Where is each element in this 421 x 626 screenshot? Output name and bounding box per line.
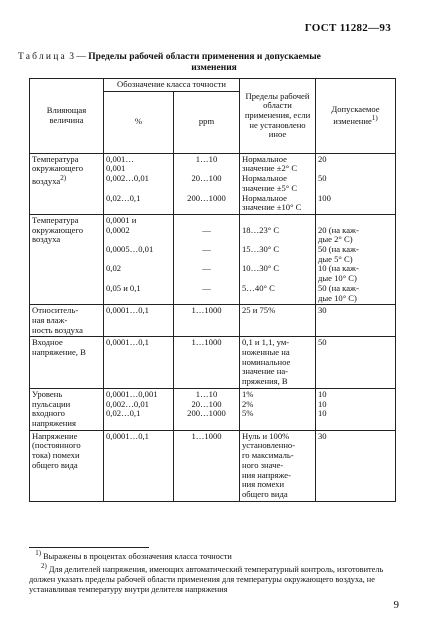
cell-line: 15…30° С — [242, 244, 280, 255]
cell-line: 0,0002 — [106, 224, 130, 235]
cell-limits — [240, 153, 316, 214]
cell-line: 20 — [318, 153, 327, 164]
cell-line: 1…10 — [195, 153, 218, 164]
cell-influence — [30, 214, 104, 304]
cell-line: пульсации — [32, 398, 71, 409]
cell-line — [318, 164, 393, 174]
document-code: ГОСТ 11282—93 — [304, 22, 391, 34]
cell-line: дые 10° С) — [318, 273, 357, 284]
cell-line: 0,001 — [106, 163, 126, 174]
cell-line: 50 — [318, 337, 327, 348]
cell-line: Нуль и 100% — [242, 430, 290, 441]
cell-line: 10 (на каж- — [318, 263, 359, 274]
cell-ppm — [174, 214, 240, 304]
cell-line: 1% — [242, 388, 254, 399]
cell-line: 18…23° С — [242, 224, 280, 235]
table-row — [30, 153, 396, 214]
cell-line: воздуха — [32, 234, 61, 245]
cell-line: 0,002…0,01 — [106, 173, 149, 184]
cell-line: 50 (на каж- — [318, 282, 359, 293]
table-caption — [18, 52, 410, 74]
cell-percent — [104, 305, 174, 337]
cell-influence — [30, 305, 104, 337]
cell-line: 0,0001 и — [106, 214, 137, 225]
cell-line: ния напряже- — [242, 469, 291, 480]
cell-line: 30 — [318, 430, 327, 441]
cell-line: 30 — [318, 305, 327, 316]
cell-line: ноженные на — [242, 347, 290, 358]
cell-line: дые 2° С) — [318, 234, 353, 245]
cell-line: 0,0001…0,001 — [106, 388, 158, 399]
cell-line: Температура — [32, 153, 79, 164]
header-limits: Пределы рабочей области применения, если не установлено иное — [240, 79, 316, 154]
cell-line: 50 — [318, 173, 327, 184]
cell-line: 0,02…0,1 — [106, 408, 141, 419]
table-row — [30, 337, 396, 389]
cell-change — [316, 430, 396, 501]
header-percent: % — [104, 91, 174, 153]
table-row — [30, 214, 396, 304]
cell-line: общего вида — [32, 459, 78, 470]
cell-line: — — [202, 224, 211, 235]
cell-percent — [104, 430, 174, 501]
cell-line: Уровень — [32, 388, 63, 399]
cell-line: номинальное — [242, 356, 291, 367]
cell-line: значение ±5° С — [242, 182, 298, 193]
header-ppm: ppm — [174, 91, 240, 153]
cell-limits — [240, 214, 316, 304]
cell-limits — [240, 430, 316, 501]
cell-line: установленно- — [242, 440, 296, 451]
cell-line: (постоянного — [32, 440, 81, 451]
cell-line: 10…30° С — [242, 263, 280, 274]
cell-line: 20…100 — [191, 173, 222, 184]
cell-line: окружающего — [32, 224, 84, 235]
cell-line: 0,02…0,1 — [106, 192, 141, 203]
cell-influence — [30, 337, 104, 389]
cell-influence — [30, 430, 104, 501]
cell-ppm — [174, 153, 240, 214]
cell-line: напряжение, В — [32, 347, 86, 358]
cell-influence — [30, 153, 104, 214]
cell-line: Входное — [32, 337, 63, 348]
cell-line: 2% — [242, 398, 254, 409]
cell-line: 10 — [318, 388, 327, 399]
cell-ppm — [174, 305, 240, 337]
table-row — [30, 388, 396, 430]
cell-change — [316, 388, 396, 430]
cell-line: 200…1000 — [187, 192, 226, 203]
cell-line: пряжения, В — [242, 376, 288, 387]
cell-line: 100 — [318, 192, 331, 203]
cell-line: 1…1000 — [191, 337, 222, 348]
table-row — [30, 305, 396, 337]
cell-percent — [104, 214, 174, 304]
cell-limits — [240, 305, 316, 337]
header-class: Обозначение класса точности — [104, 79, 240, 92]
cell-line: 0,002…0,01 — [106, 398, 149, 409]
cell-line: ность воздуха — [32, 324, 83, 335]
cell-line: 0,0001…0,1 — [106, 305, 149, 316]
cell-line: ния помехи — [242, 479, 285, 490]
cell-line: 25 и 75% — [242, 305, 276, 316]
cell-line: 5…40° С — [242, 282, 275, 293]
cell-ppm — [174, 430, 240, 501]
footnote-2: $^{2)}$ Для делителей напряжения, имеющих автоматический температурный контроль, изготовитель должен указать пределы рабочей области применения для температуры окружающего воздуха, не устанавливая температуру внутри делителя напряжения — [29, 562, 384, 594]
cell-line: окружающего — [32, 163, 84, 174]
cell-line: Нормальное — [242, 173, 287, 184]
cell-line: 0,02 — [106, 263, 122, 274]
cell-change — [316, 305, 396, 337]
cell-line: 1…1000 — [191, 305, 222, 316]
cell-influence — [30, 388, 104, 430]
cell-line: дые 10° С) — [318, 292, 357, 303]
footnotes — [29, 547, 395, 595]
cell-line: Нормальное — [242, 153, 287, 164]
table-row — [30, 430, 396, 501]
caption-title: Пределы рабочей области применения и допускаемые — [88, 52, 321, 62]
cell-percent — [104, 153, 174, 214]
cell-line: 0,0001…0,1 — [106, 337, 149, 348]
header-change: Допускаемое изменение$^{1)}$ — [316, 79, 396, 154]
cell-line: 1…1000 — [191, 430, 222, 441]
cell-ppm — [174, 388, 240, 430]
header-influence: Влияющая величина — [30, 79, 104, 154]
cell-line: значение ±2° С — [242, 163, 298, 174]
cell-percent — [104, 337, 174, 389]
cell-line: го максималь- — [242, 450, 294, 461]
caption-title-cont: изменения — [191, 63, 237, 73]
cell-limits — [240, 388, 316, 430]
cell-line: 5% — [242, 408, 254, 419]
caption-label: Таблица — [18, 52, 67, 62]
cell-line: общего вида — [242, 488, 288, 499]
cell-ppm — [174, 337, 240, 389]
cell-line: ного значе- — [242, 459, 284, 470]
cell-line: 10 — [318, 408, 327, 419]
cell-line: 0,05 и 0,1 — [106, 282, 141, 293]
cell-percent — [104, 388, 174, 430]
cell-line: входного — [32, 408, 65, 419]
cell-line: значение на- — [242, 366, 289, 377]
cell-change — [316, 337, 396, 389]
cell-line: ная влаж- — [32, 314, 68, 325]
cell-line: 0,1 и 1,1, ум- — [242, 337, 290, 348]
cell-line: тока) помехи — [32, 450, 80, 461]
cell-change — [316, 153, 396, 214]
cell-line: 20 (на каж- — [318, 224, 359, 235]
caption-dash: — — [76, 52, 86, 62]
footnote-rule — [29, 547, 149, 548]
cell-line: — — [202, 244, 211, 255]
cell-line: — — [202, 282, 211, 293]
cell-line: 10 — [318, 398, 327, 409]
cell-line: 0,0001…0,1 — [106, 430, 149, 441]
caption-number: 3 — [69, 52, 75, 62]
footnote-ref: 2) — [60, 174, 67, 183]
cell-line: значение ±10° С — [242, 202, 302, 213]
cell-line: 1…10 — [195, 388, 218, 399]
cell-limits — [240, 337, 316, 389]
footnote-1: $^{1)}$ Выражены в процентах обозначения класса точности — [35, 550, 232, 561]
cell-line: 50 (на каж- — [318, 244, 359, 255]
cell-line: 0,0005…0,01 — [106, 244, 154, 255]
cell-line: 200…1000 — [187, 408, 226, 419]
cell-line: 0,001… — [106, 153, 134, 164]
cell-line: Напряжение — [32, 430, 78, 441]
cell-line: Температура — [32, 214, 79, 225]
cell-line: Относитель- — [32, 305, 79, 316]
cell-line: 20…100 — [191, 398, 222, 409]
cell-line: — — [202, 263, 211, 274]
cell-line: дые 5° С) — [318, 253, 353, 264]
limits-table — [29, 78, 396, 502]
cell-line: напряжения — [32, 417, 76, 428]
cell-change — [316, 214, 396, 304]
page-number: 9 — [393, 599, 399, 611]
cell-line: Нормальное — [242, 192, 287, 203]
cell-line: воздуха$^{2)}$ — [32, 174, 67, 186]
